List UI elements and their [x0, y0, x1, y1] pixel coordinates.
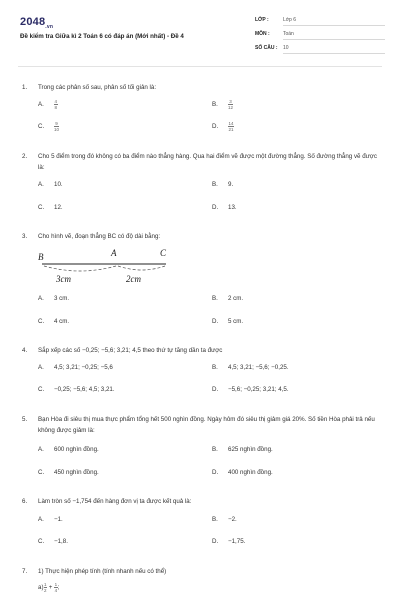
option-letter: D. — [212, 204, 219, 211]
fraction: $\frac{14}{21}$ — [228, 121, 234, 132]
question-text: Trong các phân số sau, phân số tối giản là: — [38, 84, 157, 91]
q7-subpart-a — [38, 582, 59, 593]
question-text: Bạn Hòa đi siêu thị mua thực phẩm tổng hết 500 nghìn đồng. Ngày hôm đó siêu thị giảm giá 20%. Số tiền Hòa phải trả nếu không được giảm là: — [38, 416, 375, 434]
q5-option-c[interactable] — [38, 469, 99, 476]
option-text: 400 nghìn đồng. — [228, 469, 273, 476]
q4-option-a[interactable] — [38, 364, 113, 371]
meta-class — [255, 17, 385, 27]
option-letter: D. — [212, 318, 219, 325]
q3-option-b[interactable] — [212, 295, 243, 302]
question-number: 7. — [22, 568, 28, 575]
q6-option-d[interactable] — [212, 538, 245, 545]
meta-value: 10 — [283, 45, 289, 51]
question-number: 1. — [22, 84, 28, 91]
q1-option-b[interactable] — [212, 99, 233, 110]
option-text: 9. — [228, 181, 234, 188]
option-letter: B. — [212, 364, 218, 371]
option-text: 4,5; 3,21; −0,25; −5,6 — [54, 364, 113, 371]
option-letter: B. — [212, 101, 218, 109]
length-ba-label: 3cm — [56, 274, 71, 284]
fraction: $\frac{4}{8}$ — [54, 99, 58, 110]
meta-question-count — [255, 45, 385, 55]
option-letter: B. — [212, 295, 218, 302]
question-number: 3. — [22, 233, 28, 240]
option-text: 625 nghìn đồng. — [228, 446, 273, 453]
question-text: Cho hình vẽ, đoạn thẳng BC có độ dài bằng: — [38, 233, 161, 240]
option-text: 13. — [228, 204, 237, 211]
option-text: −0,25; −5,6; 4,5; 3,21. — [54, 386, 115, 393]
option-letter: D. — [212, 538, 219, 545]
q3-option-a[interactable] — [38, 295, 69, 302]
option-letter: C. — [38, 386, 45, 393]
q6-option-c[interactable] — [38, 538, 68, 545]
q1-option-c[interactable] — [38, 121, 59, 132]
meta-underline — [283, 39, 385, 40]
option-text: −1,75. — [228, 538, 246, 545]
option-letter: B. — [212, 516, 218, 523]
point-a-label: A — [111, 248, 117, 258]
logo-suffix: .vn — [45, 24, 54, 31]
q3-option-c[interactable] — [38, 318, 69, 325]
document-title: Đề kiểm tra Giữa kì 2 Toán 6 có đáp án (Mới nhất) - Đề 4 — [20, 33, 184, 40]
option-letter: A. — [38, 181, 44, 188]
question-text: 1) Thực hiện phép tính (tính nhanh nếu có thể) — [38, 568, 167, 575]
q1-option-d[interactable] — [212, 121, 234, 132]
q3-option-d[interactable] — [212, 318, 243, 325]
subpart-label: a) — [38, 584, 44, 592]
point-b-label: B — [38, 252, 44, 262]
option-letter: A. — [38, 516, 44, 523]
question-number: 5. — [22, 416, 28, 423]
option-letter: D. — [212, 469, 219, 476]
q6-option-b[interactable] — [212, 516, 237, 523]
option-text: 2 cm. — [228, 295, 244, 302]
fraction: $\frac{3}{12}$ — [228, 99, 234, 110]
meta-subject — [255, 31, 385, 41]
logo-text: 2048 — [20, 16, 46, 28]
q5-option-d[interactable] — [212, 469, 273, 476]
option-letter: C. — [38, 538, 45, 545]
option-letter: C. — [38, 318, 45, 325]
brace-ba — [44, 266, 116, 271]
fraction: $\frac{1}{4}$ — [54, 582, 58, 593]
option-text: −1. — [54, 516, 63, 523]
option-letter: A. — [38, 101, 44, 109]
option-letter: A. — [38, 364, 44, 371]
punctuation: ; — [57, 584, 60, 592]
option-text: 3 cm. — [54, 295, 70, 302]
meta-value: Lớp 6 — [283, 17, 297, 23]
option-text: 450 nghìn đồng. — [54, 469, 99, 476]
option-text: 10. — [54, 181, 63, 188]
option-text: 4 cm. — [54, 318, 70, 325]
option-text: −2. — [228, 516, 237, 523]
q2-option-c[interactable] — [38, 204, 63, 211]
option-letter: B. — [212, 181, 218, 188]
option-text: 600 nghìn đồng. — [54, 446, 99, 453]
q1-option-a[interactable] — [38, 99, 58, 110]
meta-label: LỚP : — [255, 17, 269, 23]
q2-option-d[interactable] — [212, 204, 237, 211]
header-divider — [18, 66, 382, 67]
site-logo[interactable] — [20, 16, 53, 30]
meta-underline — [283, 53, 385, 54]
option-text: 4,5; 3,21; −5,6; −0,25. — [228, 364, 289, 371]
q5-option-a[interactable] — [38, 446, 99, 453]
option-letter: D. — [212, 386, 219, 393]
option-letter: C. — [38, 204, 45, 211]
q4-option-c[interactable] — [38, 386, 115, 393]
meta-label: SỐ CÂU : — [255, 45, 278, 51]
question-number: 4. — [22, 347, 28, 354]
segment-diagram — [38, 246, 168, 286]
option-text: 5 cm. — [228, 318, 244, 325]
fraction: $\frac{1}{2}$ — [44, 582, 47, 593]
option-text: 12. — [54, 204, 63, 211]
option-letter: C. — [38, 123, 45, 131]
question-text: Làm tròn số −1,754 đến hàng đơn vị ta được kết quả là: — [38, 498, 192, 505]
operator: + — [48, 584, 53, 592]
option-letter: A. — [38, 446, 44, 453]
meta-underline — [283, 25, 385, 26]
option-letter: D. — [212, 123, 219, 131]
q4-option-d[interactable] — [212, 386, 289, 393]
question-text: Sắp xếp các số −0,25; −5,6; 3,21; 4,5 theo thứ tự tăng dần ta được — [38, 347, 223, 354]
question-number: 2. — [22, 153, 28, 160]
question-number: 6. — [22, 498, 28, 505]
q6-option-a[interactable] — [38, 516, 63, 523]
option-letter: B. — [212, 446, 218, 453]
option-text: −1,8. — [54, 538, 68, 545]
fraction: $\frac{9}{10}$ — [54, 121, 60, 132]
q4-option-b[interactable] — [212, 364, 289, 371]
q2-option-b[interactable] — [212, 181, 233, 188]
option-letter: C. — [38, 469, 45, 476]
point-c-label: C — [160, 248, 167, 258]
question-text: Cho 5 điểm trong đó không có ba điểm nào thẳng hàng. Qua hai điểm vẽ được một đường thẳng. Số đường thẳng vẽ được là: — [38, 153, 377, 171]
length-ac-label: 2cm — [126, 274, 141, 284]
q2-option-a[interactable] — [38, 181, 63, 188]
meta-value: Toán — [283, 31, 294, 37]
brace-ac — [118, 266, 165, 270]
option-text: −5,6; −0,25; 3,21; 4,5. — [228, 386, 289, 393]
q5-option-b[interactable] — [212, 446, 273, 453]
meta-label: MÔN : — [255, 31, 270, 37]
document-header — [0, 0, 400, 62]
option-letter: A. — [38, 295, 44, 302]
